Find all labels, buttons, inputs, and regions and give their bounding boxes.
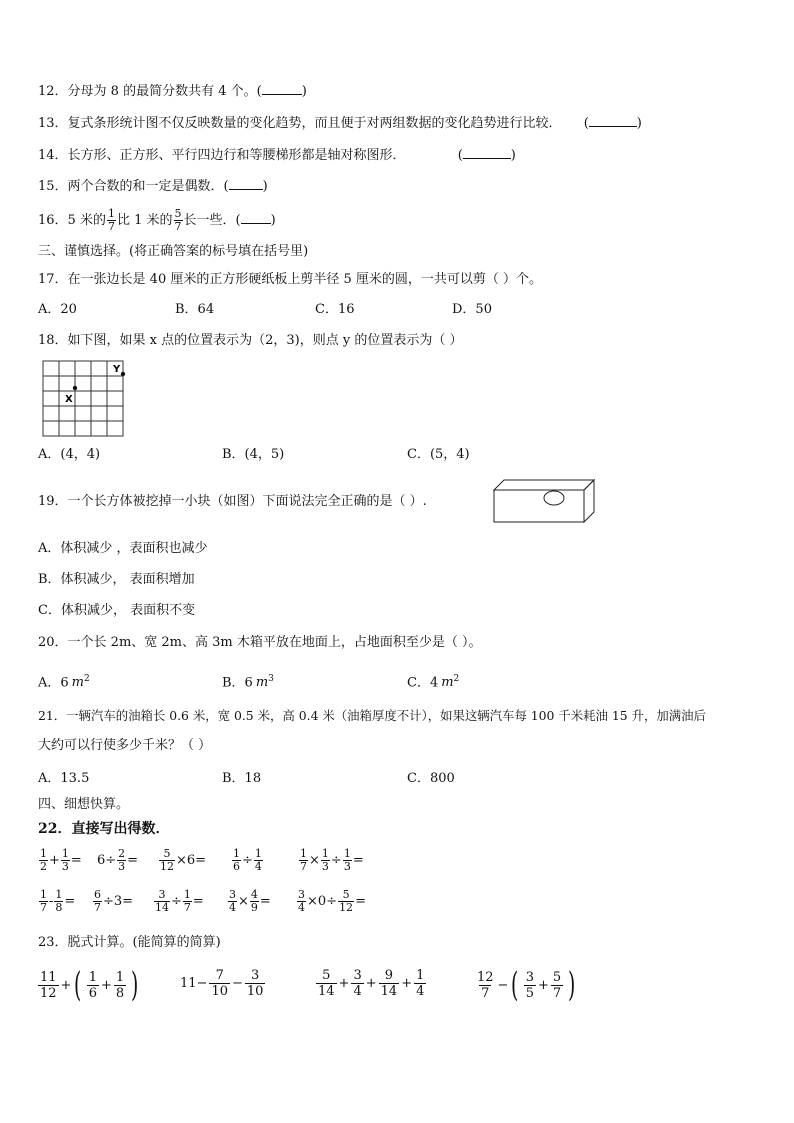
question-23-title: 23．脱式计算。(能简算的简算) [38, 935, 221, 950]
question-13: 13．复式条形统计图不仅反映数量的变化趋势，而且便于对两组数据的变化趋势进行比较． ( ) [38, 116, 642, 131]
question-18 [38, 332, 463, 350]
option-a[interactable]: A．(4，4) [38, 447, 101, 462]
question-text: 复式条形统计图不仅反映数量的变化趋势，而且便于对两组数据的变化趋势进行比较． [67, 116, 562, 131]
point-y [121, 372, 125, 376]
calc-item: $\frac{1}{6}$ ÷ $\frac{1}{4}$ [233, 847, 262, 873]
answer-blank[interactable] [241, 211, 271, 224]
question-text: 分母为 8 的最简分数共有 4 个。( [67, 84, 262, 99]
question-number: 13． [38, 116, 68, 131]
question-text: 一辆汽车的油箱长 0.6 米，宽 0.5 米，高 0.4 米（油箱厚度不计），如果这辆汽车每 100 千米耗油 15 升，加满油后 [66, 708, 706, 723]
question-number: 19． [38, 494, 68, 509]
option-b[interactable]: B．6 $m^3$ [222, 674, 274, 691]
calc-item: $\frac{1}{7}$ - $\frac{1}{8}$ = [40, 888, 76, 914]
point-x-label: X [65, 394, 73, 405]
calc-item: $\frac{3}{14}$ ÷ $\frac{1}{7}$ = [155, 888, 204, 914]
point-x [73, 386, 77, 390]
option-a[interactable]: A．体积减少 ，表面积也减少 [38, 541, 208, 556]
option-a[interactable]: A．6 $m^2$ [38, 674, 90, 691]
question-number: 16． [38, 213, 68, 228]
option-c[interactable]: C．(5，4) [407, 447, 470, 462]
question-text: 在一张边长是 40 厘米的正方形硬纸板上剪半径 5 厘米的圆，一共可以剪（ ）个。 [67, 272, 543, 287]
option-b[interactable]: B．(4，5) [222, 447, 285, 462]
question-15: 15．两个合数的和一定是偶数．( ) [38, 179, 268, 194]
question-12: 12．分母为 8 的最简分数共有 4 个。( ) [38, 84, 307, 99]
answer-blank[interactable] [589, 114, 637, 127]
option-c[interactable]: C．体积减少， 表面积不变 [38, 603, 196, 618]
fraction: $\frac{5}{7}$ [174, 207, 182, 233]
section-heading-3: 三、谨慎选择。(将正确答案的标号填在括号里) [38, 244, 309, 259]
question-number: 21． [38, 708, 67, 723]
question-number: 14． [38, 148, 68, 163]
answer-blank[interactable] [463, 146, 511, 159]
question-19 [38, 493, 427, 511]
coordinate-grid-figure [42, 358, 128, 438]
option-c[interactable]: C．4 $m^2$ [407, 674, 460, 691]
fraction: $\frac{1}{7}$ [107, 207, 115, 233]
answer-blank[interactable] [262, 82, 302, 95]
calc-item: 5 14 + 3 4 + 9 14 + 1 4 [318, 968, 425, 999]
answer-blank[interactable] [229, 177, 263, 190]
question-text: 一个长 2m、宽 2m、高 3m 木箱平放在地面上，占地面积至少是（ ）。 [67, 635, 482, 650]
question-number: 20． [38, 635, 68, 650]
question-21-line2: 大约可以行使多少千米？（ ） [38, 738, 212, 753]
calc-item: 11 12 + ( 1 6 + 1 8 ) [40, 965, 139, 1005]
question-17 [38, 271, 542, 289]
question-text: 如下图，如果 x 点的位置表示为（2，3)，则点 y 的位置表示为（ ） [67, 333, 463, 348]
calc-item: $\frac{5}{12}$ ×6= [160, 847, 207, 873]
calc-item: 6÷ $\frac{2}{3}$ = [97, 847, 139, 873]
question-text: 两个合数的和一定是偶数．( [67, 179, 229, 194]
question-16: 16．5 米的 $\frac{1}{7}$ 比 1 米的 $\frac{5}{7}$ 长一些．( ) [38, 207, 276, 233]
calc-item: 11− 7 10 − 3 10 [180, 968, 264, 999]
option-d[interactable]: D．50 [452, 302, 492, 317]
point-y-label: Y [113, 364, 121, 375]
question-text: 长方形、正方形、平行四边行和等腰梯形都是轴对称图形． [67, 148, 406, 163]
option-c[interactable]: C．16 [315, 302, 355, 317]
question-21 [38, 707, 706, 725]
section-heading-4: 四、细想快算。 [38, 797, 130, 812]
calc-item: $\frac{3}{4}$ × $\frac{4}{9}$ = [229, 888, 271, 914]
question-22-title: 22．直接写出得数． [38, 821, 170, 837]
calc-item: $\frac{6}{7}$ ÷3= [94, 888, 134, 914]
calc-item: $\frac{1}{7}$ × $\frac{1}{3}$ ÷ $\frac{1}{3}$ = [300, 847, 364, 873]
question-20 [38, 634, 482, 652]
question-number: 15． [38, 179, 68, 194]
calc-item: $\frac{3}{4}$ ×0÷ $\frac{5}{12}$ = [298, 888, 366, 914]
calc-item: 12 7 − ( 3 5 + 5 7 ) [477, 965, 576, 1005]
option-b[interactable]: B．18 [222, 771, 262, 786]
question-number: 12． [38, 84, 68, 99]
option-c[interactable]: C．800 [407, 771, 455, 786]
question-number: 18． [38, 333, 68, 348]
option-b[interactable]: B．体积减少， 表面积增加 [38, 572, 195, 587]
calc-item: $\frac{1}{2}$ + $\frac{1}{3}$ = [40, 847, 82, 873]
cuboid-figure [492, 478, 602, 524]
option-b[interactable]: B．64 [175, 302, 215, 317]
question-number: 17． [38, 272, 68, 287]
question-14: 14．长方形、正方形、平行四边行和等腰梯形都是轴对称图形． ( ) [38, 148, 516, 163]
question-text: 一个长方体被挖掉一小块（如图）下面说法完全正确的是（ ）. [67, 494, 427, 509]
option-a[interactable]: A．13.5 [38, 771, 90, 786]
option-a[interactable]: A．20 [38, 302, 77, 317]
